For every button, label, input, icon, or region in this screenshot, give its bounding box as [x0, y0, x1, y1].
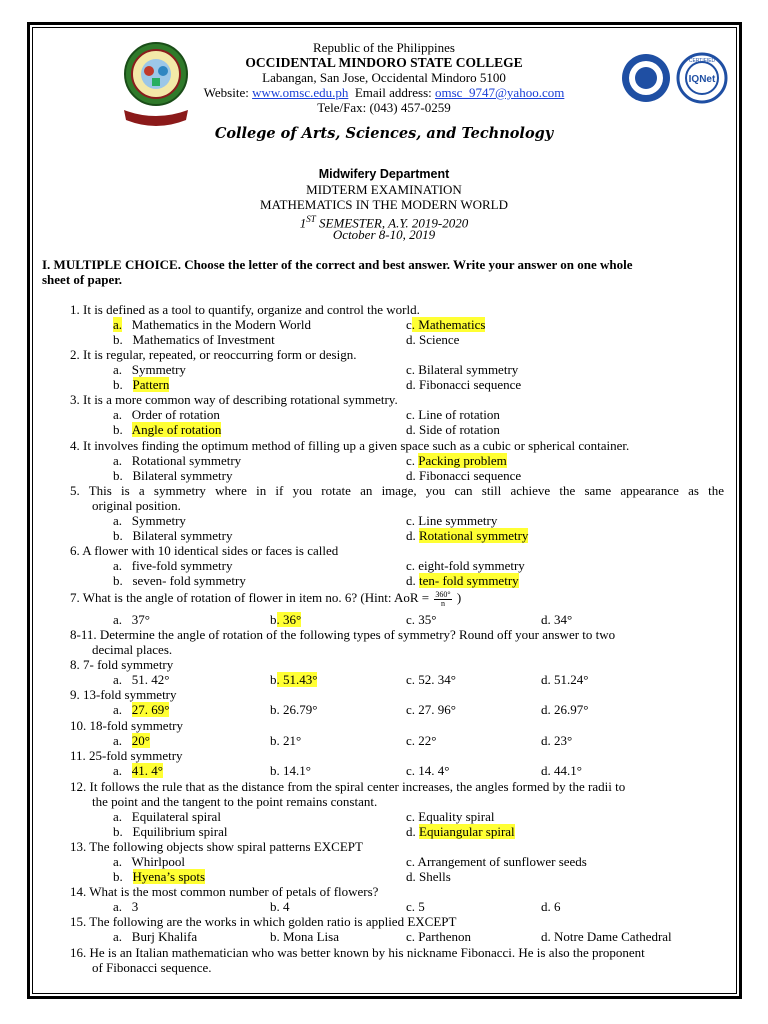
question-8-11-cont: decimal places.	[92, 642, 173, 657]
question-8-11: 8-11. Determine the angle of rotation of the following types of symmetry? Round off your answer to two	[70, 627, 616, 642]
question-5: 5. This is a symmetry where in if you rotate an image, you can still achieve the same appearance as the	[70, 483, 724, 498]
email-link[interactable]: omsc_9747@yahoo.com	[435, 85, 565, 100]
answer-option: d. Fibonacci sequence	[406, 468, 522, 483]
answer-option: d. Rotational symmetry	[406, 528, 529, 543]
exam-title: MIDTERM EXAMINATION	[306, 182, 462, 197]
answer-option: d. Notre Dame Cathedral	[541, 929, 672, 944]
question-9: 9. 13-fold symmetry	[70, 687, 177, 702]
svg-text:IQNet: IQNet	[688, 74, 716, 85]
exam-subject: MATHEMATICS IN THE MODERN WORLD	[260, 197, 508, 212]
answer-option: c. Equality spiral	[406, 809, 495, 824]
answer-option: b. Hyena’s spots	[113, 869, 206, 884]
answer-option: b. 4	[270, 899, 290, 914]
question-4: 4. It involves finding the optimum method of filling up a given space such as a cubic or spherical container.	[70, 438, 630, 453]
answer-option: b. Bilateral symmetry	[113, 528, 233, 543]
instructions-line2: sheet of paper.	[42, 272, 123, 287]
question-6: 6. A flower with 10 identical sides or faces is called	[70, 543, 339, 558]
answer-option: a. Equilateral spiral	[113, 809, 221, 824]
question-13: 13. The following objects show spiral patterns EXCEPT	[70, 839, 363, 854]
hint-fraction: $\frac{360^\circ}{n}$	[435, 589, 451, 608]
answer-option: a. 20°	[113, 733, 150, 748]
college-address: Labangan, San Jose, Occidental Mindoro 5100	[262, 70, 506, 85]
answer-option: a. Mathematics in the Modern World	[113, 317, 312, 332]
answer-option: d. Side of rotation	[406, 422, 500, 437]
answer-option: c. 14. 4°	[406, 763, 450, 778]
question-16: 16. He is an Italian mathematician who was better known by his nickname Fibonacci. He is also the proponent	[70, 945, 645, 960]
answer-option: c. 27. 96°	[406, 702, 456, 717]
answer-option: d. Equiangular spiral	[406, 824, 515, 839]
answer-option: b. Angle of rotation	[113, 422, 222, 437]
answer-option: b. 21°	[270, 733, 302, 748]
answer-option: a. Symmetry	[113, 362, 186, 377]
answer-option: b. Pattern	[113, 377, 170, 392]
telefax: Tele/Fax: (043) 457-0259	[317, 100, 451, 115]
answer-option: c. 35°	[406, 612, 437, 627]
question-12: 12. It follows the rule that as the distance from the spiral center increases, the angles formed by the radii to	[70, 779, 626, 794]
answer-option: b. 14.1°	[270, 763, 311, 778]
answer-option: d. 51.24°	[541, 672, 589, 687]
college-name: OCCIDENTAL MINDORO STATE COLLEGE	[245, 55, 523, 70]
highlighted-answer: ten- fold symmetry	[419, 573, 519, 588]
question-3: 3. It is a more common way of describing rotational symmetry.	[70, 392, 398, 407]
answer-option: b. 26.79°	[270, 702, 318, 717]
answer-option: b. seven- fold symmetry	[113, 573, 246, 588]
answer-option: b. 51.43°	[270, 672, 318, 687]
question-8: 8. 7- fold symmetry	[70, 657, 174, 672]
answer-option: d. Science	[406, 332, 460, 347]
answer-option: c. 5	[406, 899, 425, 914]
department: Midwifery Department	[318, 167, 450, 181]
answer-option: a. 27. 69°	[113, 702, 170, 717]
instructions-line1: I. MULTIPLE CHOICE. Choose the letter of the correct and best answer. Write your answer on one whole	[42, 257, 633, 272]
answer-option: c. eight-fold symmetry	[406, 558, 525, 573]
answer-option: a. 51. 42°	[113, 672, 170, 687]
answer-option: a. Symmetry	[113, 513, 186, 528]
answer-option: c. 52. 34°	[406, 672, 456, 687]
answer-option: d. 44.1°	[541, 763, 582, 778]
answer-option: a. 37°	[113, 612, 150, 627]
answer-option: d. 6	[541, 899, 561, 914]
question-12-cont: the point and the tangent to the point remains constant.	[92, 794, 378, 809]
answer-option: b. Mathematics of Investment	[113, 332, 275, 347]
answer-option: d. Fibonacci sequence	[406, 377, 522, 392]
highlighted-answer: Pattern	[132, 377, 170, 392]
answer-option: b. Mona Lisa	[270, 929, 339, 944]
college-unit-title: College of Arts, Sciences, and Technology	[214, 125, 554, 142]
highlighted-answer: . 36°	[276, 612, 302, 627]
answer-option: c. Bilateral symmetry	[406, 362, 519, 377]
answer-option: d. ten- fold symmetry	[406, 573, 519, 588]
answer-option: a. Burj Khalifa	[113, 929, 198, 944]
answer-option: c. Line of rotation	[406, 407, 500, 422]
highlighted-answer: . 51.43°	[276, 672, 318, 687]
answer-option: c. Arrangement of sunflower seeds	[406, 854, 587, 869]
answer-option: a. Order of rotation	[113, 407, 220, 422]
answer-option: c. Packing problem	[406, 453, 507, 468]
question-7: 7. What is the angle of rotation of flower in item no. 6? (Hint: AoR = $\frac{360^\circ}{n}$ )	[70, 589, 462, 608]
svg-text:CERTIFIED: CERTIFIED	[688, 58, 716, 64]
answer-option: c. 22°	[406, 733, 437, 748]
question-2: 2. It is regular, repeated, or reoccurring form or design.	[70, 347, 357, 362]
highlighted-answer: 41. 4°	[131, 763, 163, 778]
exam-date: October 8-10, 2019	[332, 227, 436, 242]
republic-line: Republic of the Philippines	[313, 40, 455, 55]
question-14: 14. What is the most common number of petals of flowers?	[70, 884, 379, 899]
question-10: 10. 18-fold symmetry	[70, 718, 184, 733]
highlighted-answer: Hyena’s spots	[132, 869, 206, 884]
highlighted-answer: . Mathematics	[411, 317, 486, 332]
answer-option: d. Shells	[406, 869, 451, 884]
highlighted-answer: Packing problem	[418, 453, 507, 468]
website-label: Website:	[203, 85, 253, 100]
highlighted-answer: a.	[113, 317, 123, 332]
question-11: 11. 25-fold symmetry	[70, 748, 183, 763]
highlighted-answer: Rotational symmetry	[419, 528, 529, 543]
answer-option: b. Equilibrium spiral	[113, 824, 228, 839]
answer-option: c. Line symmetry	[406, 513, 498, 528]
contact-line	[0, 85, 768, 100]
answer-option: a. 3	[113, 899, 139, 914]
answer-option: b. 36°	[270, 612, 302, 627]
highlighted-answer: Angle of rotation	[131, 422, 222, 437]
answer-option: d. 23°	[541, 733, 573, 748]
highlighted-answer: Equiangular spiral	[419, 824, 515, 839]
website-link[interactable]: www.omsc.edu.ph	[252, 85, 349, 100]
highlighted-answer: 20°	[131, 733, 150, 748]
answer-option: a. 41. 4°	[113, 763, 163, 778]
answer-option: d. 26.97°	[541, 702, 589, 717]
email-label: Email address:	[348, 85, 436, 100]
answer-option: c. Mathematics	[406, 317, 486, 332]
answer-option: b. Bilateral symmetry	[113, 468, 233, 483]
answer-option: c. Parthenon	[406, 929, 471, 944]
answer-option: a. five-fold symmetry	[113, 558, 233, 573]
question-5-cont: original position.	[92, 498, 181, 513]
answer-option: d. 34°	[541, 612, 573, 627]
highlighted-answer: 27. 69°	[131, 702, 170, 717]
answer-option: a. Rotational symmetry	[113, 453, 242, 468]
question-1: 1. It is defined as a tool to quantify, organize and control the world.	[70, 302, 420, 317]
semester: 1ST SEMESTER, A.Y. 2019-2020	[299, 214, 469, 231]
answer-option: a. Whirlpool	[113, 854, 185, 869]
question-15: 15. The following are the works in which golden ratio is applied EXCEPT	[70, 914, 457, 929]
question-16-cont: of Fibonacci sequence.	[92, 960, 212, 975]
